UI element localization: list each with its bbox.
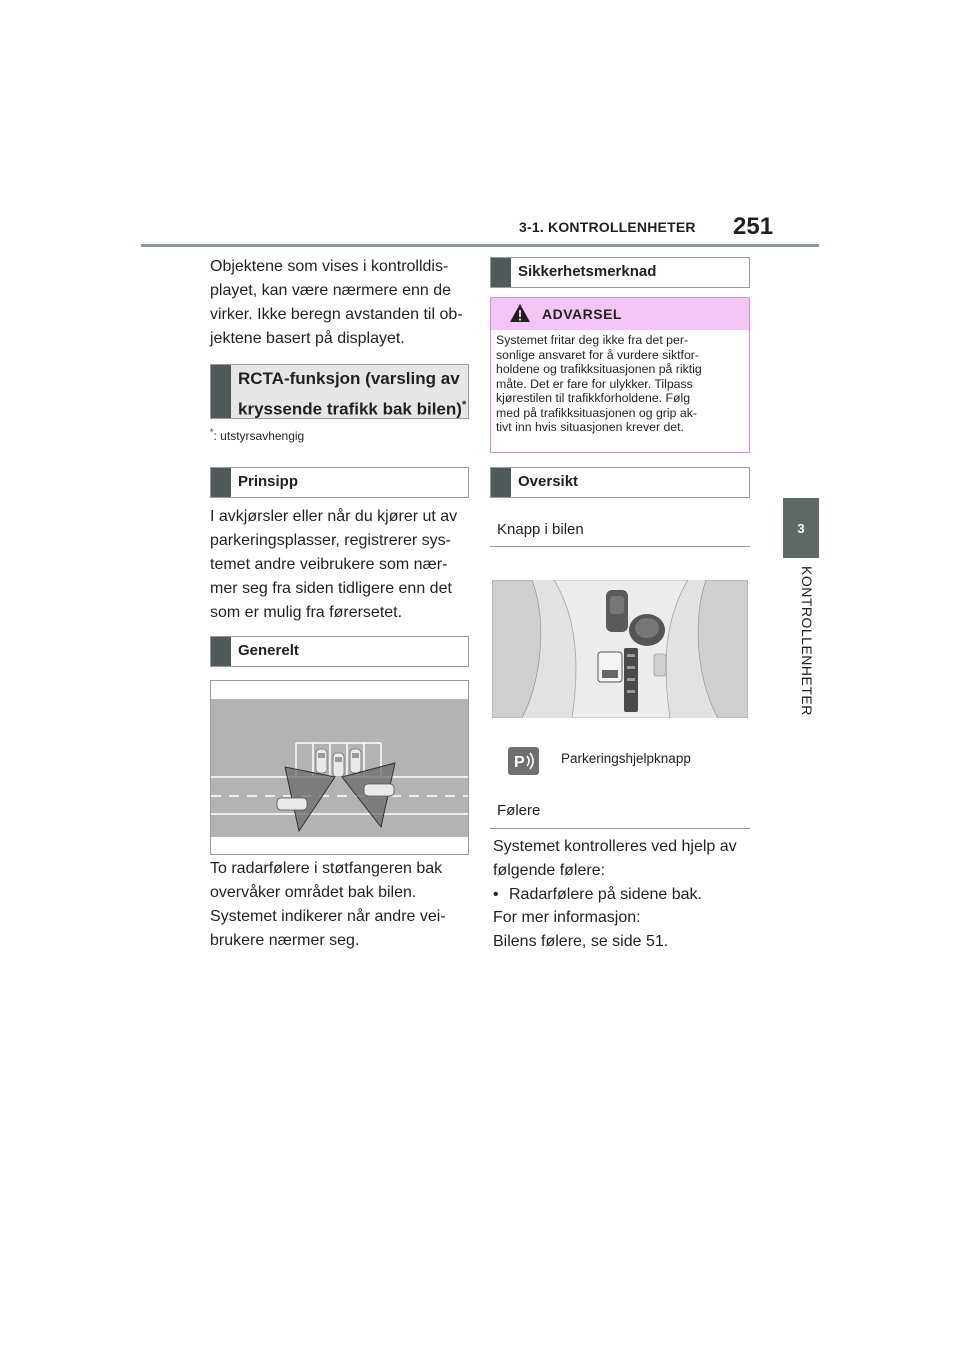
text-line: måte. Det er fare for ulykker. Tilpass	[496, 376, 693, 391]
rcta-diagram	[211, 681, 468, 854]
text-line: som er mulig fra førersetet.	[210, 604, 403, 621]
header-divider	[141, 244, 819, 247]
rcta-heading	[210, 364, 469, 419]
heading-text	[238, 366, 466, 423]
text-line: To radarfølere i støtfangeren bak	[210, 860, 443, 877]
text-line: virker. Ikke beregn avstanden til ob-	[210, 306, 463, 323]
bullet-text: Radarfølere på sidene bak.	[509, 886, 702, 903]
heading-bar	[211, 468, 231, 497]
heading-line: RCTA-funksjon (varsling av	[238, 369, 460, 388]
general-heading	[210, 636, 469, 667]
sensors-paragraph	[493, 835, 763, 907]
warning-box	[490, 297, 750, 453]
text-line: kjørestilen til trafikkforholdene. Følg	[496, 391, 691, 405]
bullet-item: • Radarfølere på sidene bak.	[493, 886, 702, 903]
page-number: 251	[733, 213, 774, 240]
rcta-illustration	[210, 680, 469, 855]
heading-bar	[211, 365, 231, 418]
chapter-tab: 3	[783, 498, 819, 558]
more-info-paragraph	[493, 906, 763, 954]
heading-bar	[491, 258, 511, 287]
text-line: følgende følere:	[493, 862, 606, 879]
sensors-subheading: Følere	[497, 802, 541, 819]
intro-paragraph	[210, 255, 480, 351]
parking-assist-button-icon	[508, 747, 539, 775]
heading-bar	[211, 637, 231, 666]
subheading-rule	[490, 828, 750, 829]
text-line: overvåker området bak bilen.	[210, 884, 417, 901]
warning-header	[491, 298, 749, 330]
footnote-mark: *	[461, 399, 467, 411]
footnote-text: : utstyrsavhengig	[213, 429, 305, 443]
text-line: Systemet indikerer når andre vei-	[210, 908, 446, 925]
text-line: sonlige ansvaret for å vurdere siktfor-	[496, 347, 699, 362]
text-line: Systemet kontrolleres ved hjelp av	[493, 838, 737, 855]
safety-heading	[490, 257, 750, 288]
text-line: tivt inn hvis situasjonen krever det.	[496, 420, 684, 434]
text-line: Objektene som vises i kontrolldis-	[210, 258, 449, 275]
principle-paragraph	[210, 505, 480, 625]
heading-text: Generelt	[238, 642, 299, 659]
heading-line-2: kryssende trafikk bak bilen)	[238, 399, 462, 419]
text-line: Bilens følere, se side 51.	[493, 933, 669, 950]
button-subheading: Knapp i bilen	[497, 521, 584, 538]
warning-triangle-icon	[509, 303, 531, 323]
footnote-mark: *	[210, 427, 214, 437]
warning-title: ADVARSEL	[542, 306, 622, 322]
text-line: playet, kan være nærmere enn de	[210, 282, 452, 299]
heading-text: Sikkerhetsmerknad	[518, 263, 657, 280]
text-line: Systemet fritar deg ikke fra det per-	[496, 333, 689, 347]
text-line: mer seg fra siden tidligere enn det	[210, 580, 452, 597]
svg-text:P: P	[514, 754, 525, 771]
section-title: 3-1. KONTROLLENHETER	[519, 219, 696, 235]
warning-text	[496, 333, 746, 435]
heading-text: Prinsipp	[238, 473, 299, 490]
indicator-paragraph	[210, 905, 480, 953]
text-line: jektene basert på displayet.	[210, 330, 405, 347]
text-line: parkeringsplasser, registrerer sys-	[210, 532, 451, 549]
principle-heading	[210, 467, 469, 498]
text-line: temet andre veibrukere som nær-	[210, 556, 448, 573]
console-drawing	[492, 580, 748, 718]
text-line: brukere nærmer seg.	[210, 932, 360, 949]
console-illustration	[492, 580, 748, 718]
heading-text: Oversikt	[518, 473, 579, 490]
after-figure-paragraph	[210, 857, 480, 905]
heading-bar	[491, 468, 511, 497]
subheading-rule	[490, 546, 750, 547]
text-line: holdene og trafikksituasjonen på riktig	[496, 362, 702, 376]
text-line: I avkjørsler eller når du kjører ut av	[210, 508, 458, 525]
chapter-label: KONTROLLENHETER	[799, 566, 815, 716]
text-line: For mer informasjon:	[493, 909, 641, 926]
heading-line	[238, 392, 466, 423]
text-line: med på trafikksituasjonen og grip ak-	[496, 405, 697, 420]
parking-assist-label: Parkeringshjelpknapp	[561, 751, 691, 766]
footnote	[210, 427, 304, 443]
overview-heading	[490, 467, 750, 498]
